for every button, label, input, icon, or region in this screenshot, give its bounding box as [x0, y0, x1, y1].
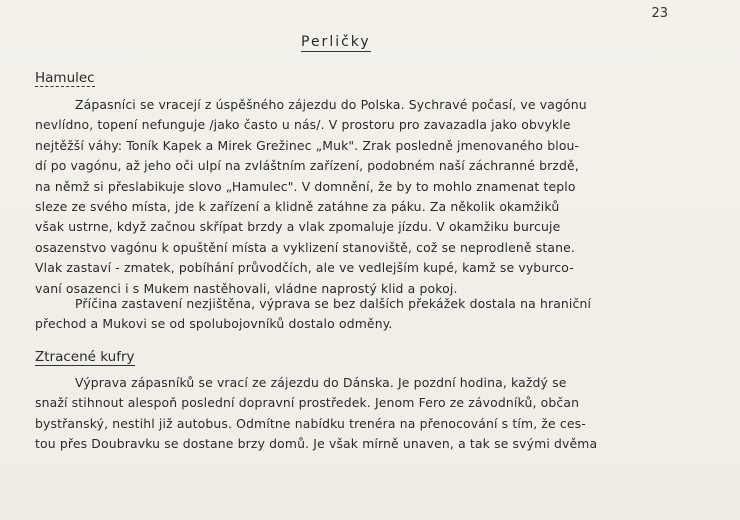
text-line: osazenstvo vagónu k opuštění místa a vyklizení stanoviště, což se neprodleně stane.	[35, 239, 575, 255]
text-line: bystřanský, nestihl již autobus. Odmítne nabídku trenéra na přenocování s tím, že ces-	[35, 415, 586, 431]
paragraph-hamulec-1	[35, 95, 701, 299]
text-line: Vlak zastaví - zmatek, pobíhání průvodčích, ale ve vedlejším kupé, kamž se vyburco-	[35, 260, 574, 276]
text-line: nejtěžší váhy: Toník Kapek a Mirek Grežinec „Muk". Zrak posledně jmenovaného blou-	[35, 137, 580, 153]
text-line: Příčina zastavení nezjištěna, výprava se bez dalších překážek dostala na hraniční	[75, 296, 592, 311]
text-line: Zápasníci se vracejí z úspěšného zájezdu do Polska. Sychravé počasí, ve vagónu	[75, 97, 587, 112]
paragraph-hamulec-2	[35, 294, 701, 335]
section-heading-ztracene-kufry: Ztracené kufry	[35, 349, 135, 365]
text-line: sleze ze svého místa, jde k zařízení a klidně zatáhne za páku. Za několik okamžiků	[35, 199, 560, 215]
text-line: tou přes Doubravku se dostane brzy domů. Je však mírně unaven, a tak se svými dvěma	[35, 436, 598, 452]
text-line: však ustrne, když začnou skřípat brzdy a vlak zpomaluje jízdu. V okamžiku burcuje	[35, 219, 561, 235]
section-heading-hamulec: Hamulec	[35, 70, 95, 86]
page-title: Perličky	[301, 34, 371, 50]
text-line: na němž si přeslabikuje slovo „Hamulec". V domnění, že by to mohlo znamenat teplo	[35, 178, 576, 194]
text-line: Výprava zápasníků se vrací ze zájezdu do Dánska. Je pozdní hodina, každý se	[75, 375, 567, 390]
text-line: nevlídno, topení nefunguje /jako často u nás/. V prostoru pro zavazadla jako obvykle	[35, 117, 571, 133]
text-line: snaží stihnout alespoň poslední dopravní prostředek. Jenom Fero ze závodníků, občan	[35, 395, 580, 411]
paragraph-ztracene-kufry-1	[35, 373, 701, 455]
text-line: dí po vagónu, až jeho oči ulpí na zvláštním zařízení, podobném naší záchranné brzdě,	[35, 158, 579, 174]
page-number: 23	[651, 6, 668, 21]
text-line: přechod a Mukovi se od spolubojovníků dostalo odměny.	[35, 316, 393, 332]
text-line: vaní osazenci i s Mukem nastěhovali, vládne naprostý klid a pokoj.	[35, 280, 458, 296]
